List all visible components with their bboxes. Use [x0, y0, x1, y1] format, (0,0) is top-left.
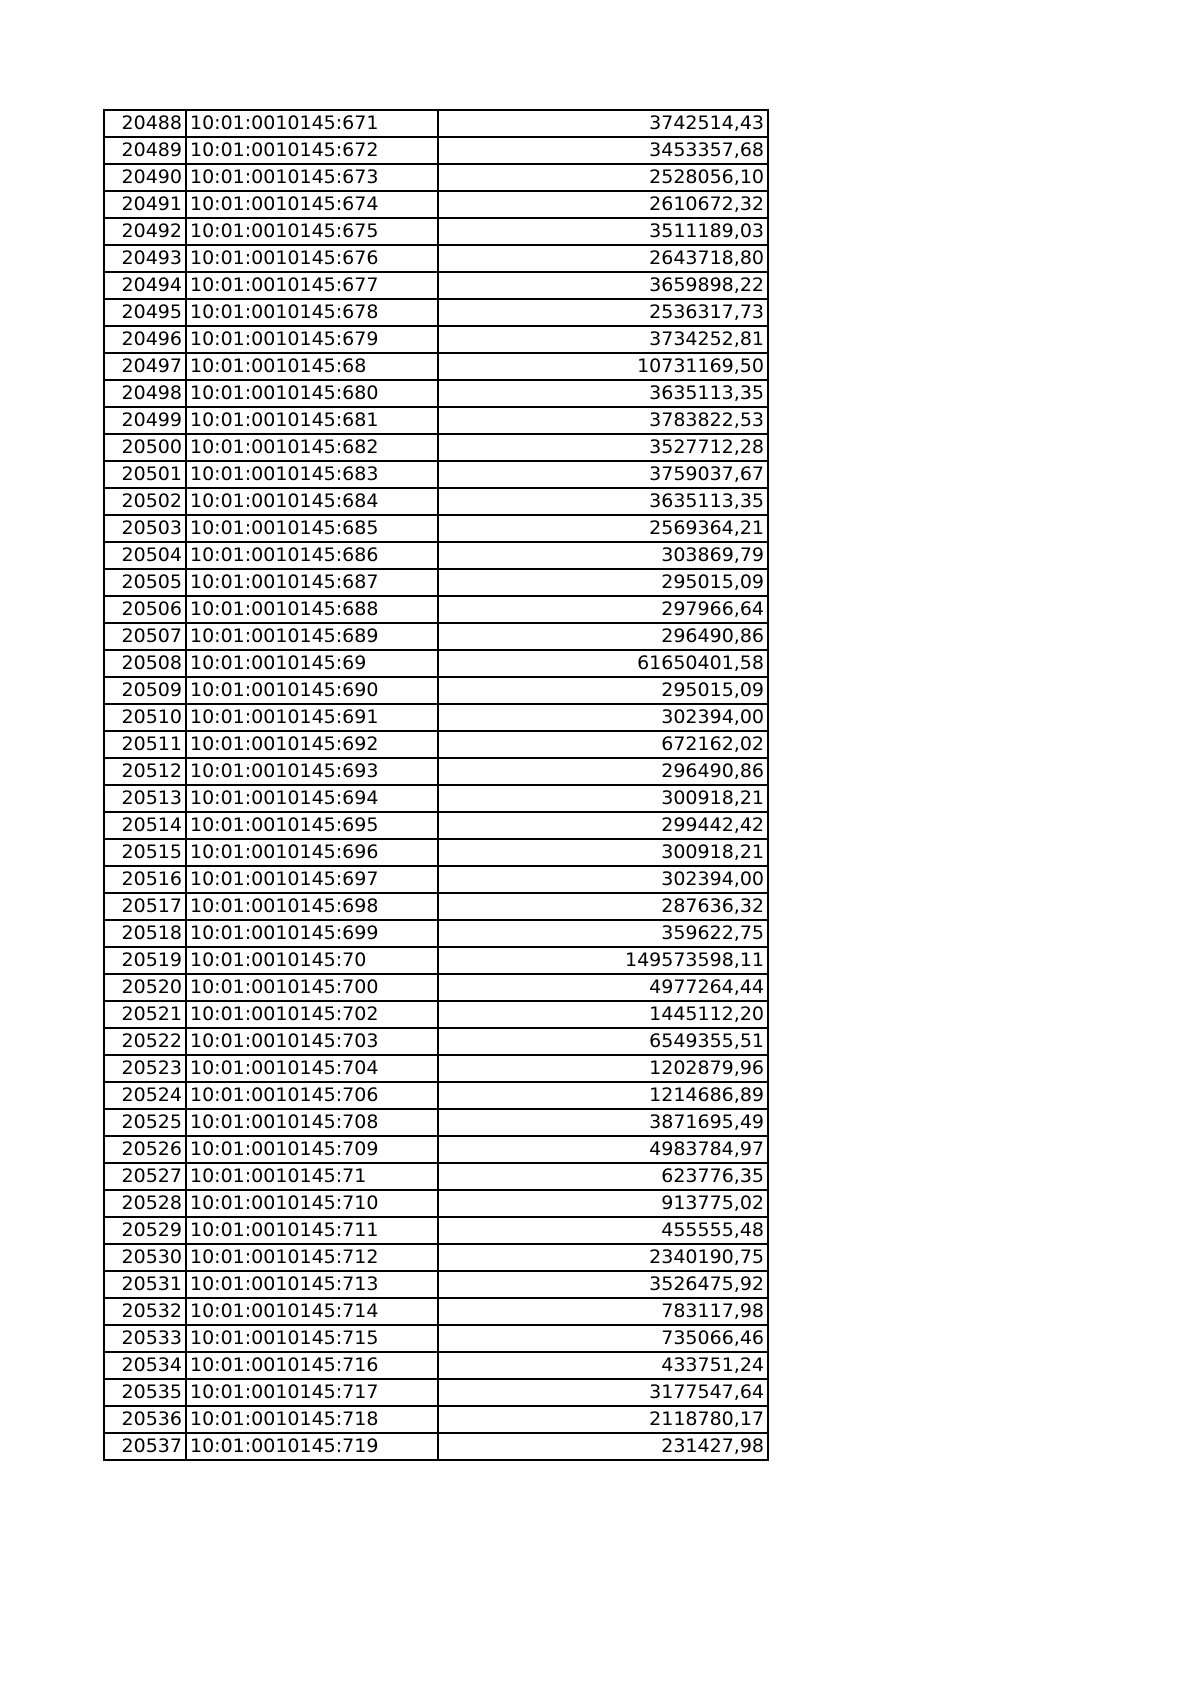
- value-cell: 2536317,73: [438, 299, 768, 326]
- table-row: [104, 1190, 768, 1217]
- data-table: [103, 109, 769, 1461]
- cadastral-number-cell: 10:01:0010145:674: [186, 191, 438, 218]
- value-cell: 3871695,49: [438, 1109, 768, 1136]
- cadastral-number-cell: 10:01:0010145:700: [186, 974, 438, 1001]
- value-cell: 3453357,68: [438, 137, 768, 164]
- value-cell: 303869,79: [438, 542, 768, 569]
- row-number-cell: 20493: [104, 245, 186, 272]
- table-row: [104, 650, 768, 677]
- row-number-cell: 20519: [104, 947, 186, 974]
- cadastral-number-cell: 10:01:0010145:694: [186, 785, 438, 812]
- cadastral-number-cell: 10:01:0010145:716: [186, 1352, 438, 1379]
- row-number-cell: 20500: [104, 434, 186, 461]
- cadastral-number-cell: 10:01:0010145:702: [186, 1001, 438, 1028]
- table-row: [104, 1298, 768, 1325]
- row-number-cell: 20527: [104, 1163, 186, 1190]
- row-number-cell: 20495: [104, 299, 186, 326]
- row-number-cell: 20501: [104, 461, 186, 488]
- cadastral-number-cell: 10:01:0010145:685: [186, 515, 438, 542]
- cadastral-number-cell: 10:01:0010145:683: [186, 461, 438, 488]
- cadastral-number-cell: 10:01:0010145:693: [186, 758, 438, 785]
- value-cell: 3635113,35: [438, 488, 768, 515]
- table-row: [104, 407, 768, 434]
- value-cell: 623776,35: [438, 1163, 768, 1190]
- row-number-cell: 20504: [104, 542, 186, 569]
- row-number-cell: 20516: [104, 866, 186, 893]
- table-row: [104, 704, 768, 731]
- row-number-cell: 20531: [104, 1271, 186, 1298]
- table-row: [104, 893, 768, 920]
- value-cell: 10731169,50: [438, 353, 768, 380]
- cadastral-number-cell: 10:01:0010145:712: [186, 1244, 438, 1271]
- value-cell: 300918,21: [438, 785, 768, 812]
- row-number-cell: 20502: [104, 488, 186, 515]
- cadastral-number-cell: 10:01:0010145:714: [186, 1298, 438, 1325]
- value-cell: 295015,09: [438, 569, 768, 596]
- row-number-cell: 20529: [104, 1217, 186, 1244]
- table-row: [104, 461, 768, 488]
- value-cell: 672162,02: [438, 731, 768, 758]
- table-row: [104, 434, 768, 461]
- value-cell: 297966,64: [438, 596, 768, 623]
- table-row: [104, 677, 768, 704]
- value-cell: 296490,86: [438, 623, 768, 650]
- table-row: [104, 947, 768, 974]
- table-row: [104, 488, 768, 515]
- cadastral-number-cell: 10:01:0010145:671: [186, 110, 438, 137]
- row-number-cell: 20503: [104, 515, 186, 542]
- value-cell: 4983784,97: [438, 1136, 768, 1163]
- table-row: [104, 245, 768, 272]
- table-row: [104, 1325, 768, 1352]
- cadastral-number-cell: 10:01:0010145:681: [186, 407, 438, 434]
- value-cell: 433751,24: [438, 1352, 768, 1379]
- cadastral-number-cell: 10:01:0010145:69: [186, 650, 438, 677]
- row-number-cell: 20534: [104, 1352, 186, 1379]
- value-cell: 3526475,92: [438, 1271, 768, 1298]
- value-cell: 3177547,64: [438, 1379, 768, 1406]
- row-number-cell: 20523: [104, 1055, 186, 1082]
- cadastral-number-cell: 10:01:0010145:713: [186, 1271, 438, 1298]
- table-row: [104, 542, 768, 569]
- cadastral-number-cell: 10:01:0010145:696: [186, 839, 438, 866]
- row-number-cell: 20520: [104, 974, 186, 1001]
- value-cell: 296490,86: [438, 758, 768, 785]
- cadastral-number-cell: 10:01:0010145:675: [186, 218, 438, 245]
- value-cell: 1214686,89: [438, 1082, 768, 1109]
- table-row: [104, 1001, 768, 1028]
- table-row: [104, 758, 768, 785]
- row-number-cell: 20524: [104, 1082, 186, 1109]
- row-number-cell: 20488: [104, 110, 186, 137]
- cadastral-number-cell: 10:01:0010145:699: [186, 920, 438, 947]
- row-number-cell: 20526: [104, 1136, 186, 1163]
- table-row: [104, 1109, 768, 1136]
- table-row: [104, 1217, 768, 1244]
- table-row: [104, 596, 768, 623]
- cadastral-number-cell: 10:01:0010145:709: [186, 1136, 438, 1163]
- row-number-cell: 20528: [104, 1190, 186, 1217]
- value-cell: 295015,09: [438, 677, 768, 704]
- row-number-cell: 20498: [104, 380, 186, 407]
- cadastral-number-cell: 10:01:0010145:68: [186, 353, 438, 380]
- value-cell: 4977264,44: [438, 974, 768, 1001]
- table-row: [104, 272, 768, 299]
- row-number-cell: 20537: [104, 1433, 186, 1460]
- table-row: [104, 1433, 768, 1460]
- row-number-cell: 20507: [104, 623, 186, 650]
- value-cell: 6549355,51: [438, 1028, 768, 1055]
- cadastral-number-cell: 10:01:0010145:692: [186, 731, 438, 758]
- table-body: [104, 110, 768, 1460]
- value-cell: 2340190,75: [438, 1244, 768, 1271]
- cadastral-number-cell: 10:01:0010145:708: [186, 1109, 438, 1136]
- row-number-cell: 20518: [104, 920, 186, 947]
- value-cell: 3742514,43: [438, 110, 768, 137]
- table-row: [104, 785, 768, 812]
- row-number-cell: 20489: [104, 137, 186, 164]
- table-row: [104, 1055, 768, 1082]
- value-cell: 302394,00: [438, 866, 768, 893]
- cadastral-number-cell: 10:01:0010145:719: [186, 1433, 438, 1460]
- table-row: [104, 218, 768, 245]
- cadastral-number-cell: 10:01:0010145:703: [186, 1028, 438, 1055]
- value-cell: 299442,42: [438, 812, 768, 839]
- table-row: [104, 137, 768, 164]
- table-row: [104, 110, 768, 137]
- value-cell: 300918,21: [438, 839, 768, 866]
- row-number-cell: 20509: [104, 677, 186, 704]
- cadastral-number-cell: 10:01:0010145:677: [186, 272, 438, 299]
- value-cell: 3511189,03: [438, 218, 768, 245]
- value-cell: 455555,48: [438, 1217, 768, 1244]
- cadastral-number-cell: 10:01:0010145:70: [186, 947, 438, 974]
- value-cell: 1202879,96: [438, 1055, 768, 1082]
- table-row: [104, 380, 768, 407]
- cadastral-number-cell: 10:01:0010145:717: [186, 1379, 438, 1406]
- cadastral-number-cell: 10:01:0010145:71: [186, 1163, 438, 1190]
- row-number-cell: 20525: [104, 1109, 186, 1136]
- value-cell: 3759037,67: [438, 461, 768, 488]
- cadastral-number-cell: 10:01:0010145:684: [186, 488, 438, 515]
- row-number-cell: 20521: [104, 1001, 186, 1028]
- value-cell: 3734252,81: [438, 326, 768, 353]
- table-row: [104, 1271, 768, 1298]
- row-number-cell: 20497: [104, 353, 186, 380]
- value-cell: 3783822,53: [438, 407, 768, 434]
- table-row: [104, 1163, 768, 1190]
- table-row: [104, 974, 768, 1001]
- cadastral-number-cell: 10:01:0010145:676: [186, 245, 438, 272]
- table-row: [104, 839, 768, 866]
- row-number-cell: 20496: [104, 326, 186, 353]
- value-cell: 3527712,28: [438, 434, 768, 461]
- cadastral-number-cell: 10:01:0010145:686: [186, 542, 438, 569]
- row-number-cell: 20511: [104, 731, 186, 758]
- row-number-cell: 20494: [104, 272, 186, 299]
- value-cell: 231427,98: [438, 1433, 768, 1460]
- cadastral-number-cell: 10:01:0010145:691: [186, 704, 438, 731]
- cadastral-number-cell: 10:01:0010145:673: [186, 164, 438, 191]
- row-number-cell: 20513: [104, 785, 186, 812]
- table-row: [104, 569, 768, 596]
- table-row: [104, 1379, 768, 1406]
- row-number-cell: 20517: [104, 893, 186, 920]
- cadastral-number-cell: 10:01:0010145:682: [186, 434, 438, 461]
- value-cell: 2118780,17: [438, 1406, 768, 1433]
- table-row: [104, 353, 768, 380]
- value-cell: 2528056,10: [438, 164, 768, 191]
- row-number-cell: 20508: [104, 650, 186, 677]
- row-number-cell: 20515: [104, 839, 186, 866]
- cadastral-number-cell: 10:01:0010145:690: [186, 677, 438, 704]
- value-cell: 149573598,11: [438, 947, 768, 974]
- row-number-cell: 20492: [104, 218, 186, 245]
- cadastral-number-cell: 10:01:0010145:680: [186, 380, 438, 407]
- row-number-cell: 20536: [104, 1406, 186, 1433]
- row-number-cell: 20505: [104, 569, 186, 596]
- row-number-cell: 20512: [104, 758, 186, 785]
- cadastral-number-cell: 10:01:0010145:711: [186, 1217, 438, 1244]
- row-number-cell: 20533: [104, 1325, 186, 1352]
- table-row: [104, 623, 768, 650]
- value-cell: 913775,02: [438, 1190, 768, 1217]
- value-cell: 2643718,80: [438, 245, 768, 272]
- table-row: [104, 299, 768, 326]
- value-cell: 2569364,21: [438, 515, 768, 542]
- table-row: [104, 326, 768, 353]
- table-row: [104, 1082, 768, 1109]
- value-cell: 1445112,20: [438, 1001, 768, 1028]
- row-number-cell: 20491: [104, 191, 186, 218]
- row-number-cell: 20499: [104, 407, 186, 434]
- table-row: [104, 191, 768, 218]
- cadastral-number-cell: 10:01:0010145:715: [186, 1325, 438, 1352]
- row-number-cell: 20535: [104, 1379, 186, 1406]
- cadastral-number-cell: 10:01:0010145:710: [186, 1190, 438, 1217]
- cadastral-number-cell: 10:01:0010145:706: [186, 1082, 438, 1109]
- cadastral-number-cell: 10:01:0010145:698: [186, 893, 438, 920]
- table-row: [104, 1352, 768, 1379]
- table-row: [104, 812, 768, 839]
- value-cell: 302394,00: [438, 704, 768, 731]
- table-row: [104, 866, 768, 893]
- value-cell: 287636,32: [438, 893, 768, 920]
- row-number-cell: 20506: [104, 596, 186, 623]
- cadastral-number-cell: 10:01:0010145:679: [186, 326, 438, 353]
- value-cell: 735066,46: [438, 1325, 768, 1352]
- value-cell: 359622,75: [438, 920, 768, 947]
- cadastral-number-cell: 10:01:0010145:718: [186, 1406, 438, 1433]
- row-number-cell: 20532: [104, 1298, 186, 1325]
- cadastral-number-cell: 10:01:0010145:704: [186, 1055, 438, 1082]
- cadastral-number-cell: 10:01:0010145:689: [186, 623, 438, 650]
- cadastral-number-cell: 10:01:0010145:687: [186, 569, 438, 596]
- cadastral-number-cell: 10:01:0010145:678: [186, 299, 438, 326]
- value-cell: 783117,98: [438, 1298, 768, 1325]
- table-row: [104, 1406, 768, 1433]
- table-row: [104, 164, 768, 191]
- row-number-cell: 20490: [104, 164, 186, 191]
- row-number-cell: 20530: [104, 1244, 186, 1271]
- value-cell: 3635113,35: [438, 380, 768, 407]
- row-number-cell: 20510: [104, 704, 186, 731]
- value-cell: 61650401,58: [438, 650, 768, 677]
- row-number-cell: 20514: [104, 812, 186, 839]
- table-row: [104, 1028, 768, 1055]
- value-cell: 2610672,32: [438, 191, 768, 218]
- cadastral-number-cell: 10:01:0010145:688: [186, 596, 438, 623]
- row-number-cell: 20522: [104, 1028, 186, 1055]
- table-row: [104, 731, 768, 758]
- table-row: [104, 1136, 768, 1163]
- cadastral-number-cell: 10:01:0010145:695: [186, 812, 438, 839]
- cadastral-number-cell: 10:01:0010145:697: [186, 866, 438, 893]
- cadastral-number-cell: 10:01:0010145:672: [186, 137, 438, 164]
- table-row: [104, 1244, 768, 1271]
- table-row: [104, 515, 768, 542]
- value-cell: 3659898,22: [438, 272, 768, 299]
- table-row: [104, 920, 768, 947]
